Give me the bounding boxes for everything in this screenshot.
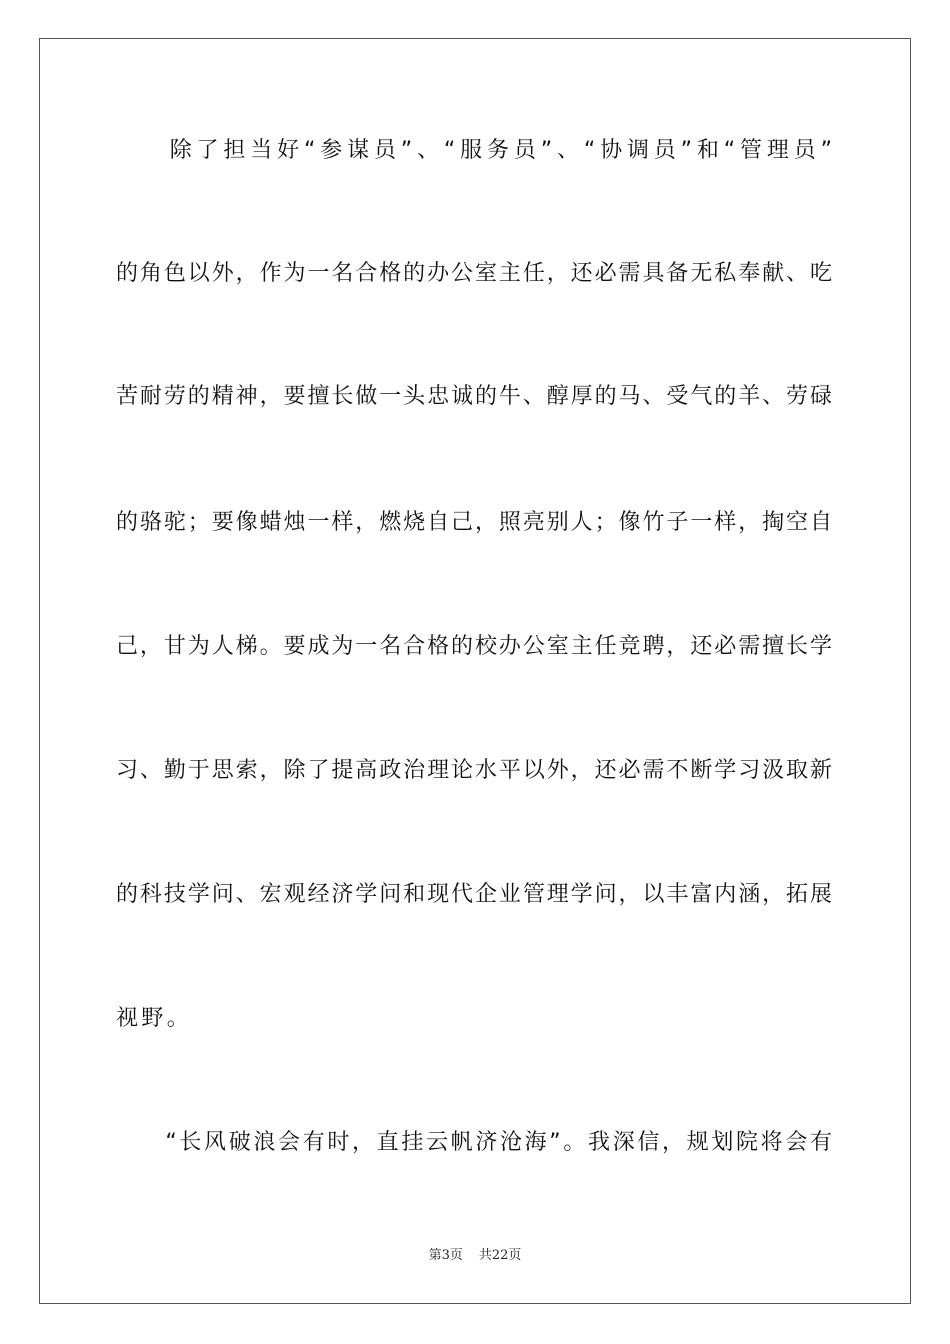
paragraph-line: 习、勤于思索，除了提高政治理论水平以外，还必需不断学习汲取新 (116, 758, 832, 783)
page-number: 第3页 (428, 1248, 463, 1263)
paragraph-line: 视野。 (116, 1006, 193, 1031)
page-border (39, 38, 911, 1304)
paragraph-line: 苦耐劳的精神，要擅长做一头忠诚的牛、醇厚的马、受气的羊、劳碌 (116, 384, 832, 409)
paragraph-line: 的科技学问、宏观经济学问和现代企业管理学问，以丰富内涵，拓展 (116, 882, 832, 907)
paragraph-line: 的角色以外，作为一名合格的办公室主任，还必需具备无私奉献、吃 (116, 261, 832, 286)
page-total: 共22页 (478, 1248, 522, 1263)
paragraph-line: 己，甘为人梯。要成为一名合格的校办公室主任竞聘，还必需擅长学 (116, 634, 832, 659)
page-footer (0, 1248, 950, 1264)
paragraph-line: “长风破浪会有时，直挂云帆济沧海”。我深信，规划院将会有 (116, 1130, 832, 1155)
paragraph-line: 的骆驼；要像蜡烛一样，燃烧自己，照亮别人；像竹子一样，掏空自 (116, 510, 832, 535)
paragraph-line: 除了担当好“参谋员”、“服务员”、“协调员”和“管理员” (116, 138, 832, 163)
